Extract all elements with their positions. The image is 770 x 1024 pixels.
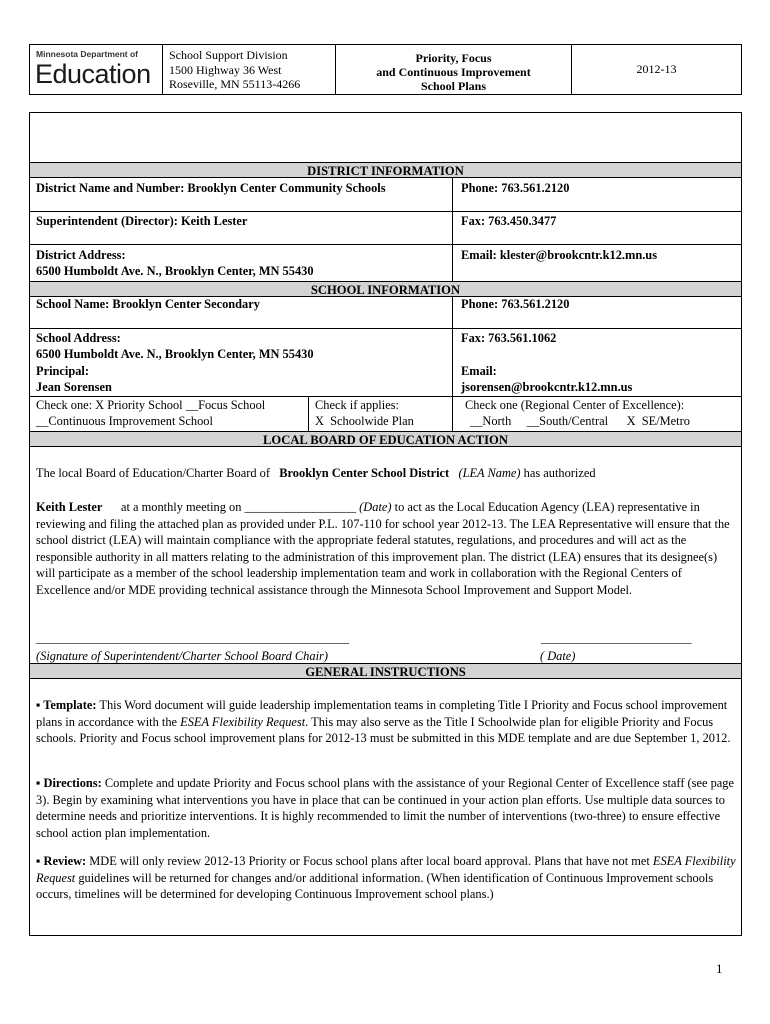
lea-name-caption: (LEA Name) (458, 466, 521, 480)
division-address (163, 45, 336, 94)
board-text: The local Board of Education/Charter Board of (36, 466, 270, 480)
lea-name: Brooklyn Center School District (279, 466, 450, 480)
check-if-applies: Check if applies: (315, 398, 399, 412)
board-resolution-paragraph (36, 499, 736, 599)
division-name: School Support Division (169, 48, 288, 62)
principal-label: Principal: (36, 364, 89, 378)
signature-date-caption: ( Date) (540, 649, 576, 663)
school-phone: Phone: 763.561.2120 (461, 297, 570, 311)
title-line-1: Priority, Focus (415, 51, 492, 65)
school-designation-line-2: __Continuous Improvement School (36, 414, 213, 428)
esea-flexibility-reference: ESEA Flexibility Request (36, 854, 736, 885)
division-city: Roseville, MN 55113-4266 (169, 77, 301, 91)
division-street: 1500 Highway 36 West (169, 62, 282, 77)
mde-logo (30, 45, 163, 94)
instruction-text: . This may also serve as the Title I Schoolwide plan for eligible Priority and Focus schools. Priority and Focus school improvement plans for 2012-13 must be submitted in this MDE template and are due September 1, 2012. (36, 714, 731, 746)
row-divider (30, 211, 741, 212)
board-authorization-line (36, 466, 596, 482)
instruction-text: MDE will only review 2012-13 Priority or Focus school plans after local board approval. Plans that have not met (86, 854, 653, 868)
superintendent: Superintendent (Director): Keith Lester (36, 214, 248, 228)
instructions-section-title: GENERAL INSTRUCTIONS (30, 663, 741, 679)
date-caption: (Date) (359, 500, 392, 514)
instruction-directions (36, 775, 736, 841)
board-resolution-body: representative in reviewing and filing the attached plan as provided under P.L. 107-110 for school year 2012-13. The LEA Representative will ensure that the school district (LEA) will maintain compliance with the appropriate federal statutes, regulations, and procedures and will act as the responsible authority in all matters relating to the administration of this improvement plan. The district (LEA) ensures that its designee(s) will participate as a member of the school leadership implementation team and work in collaboration with the Regional Centers of Excellence and/or MDE providing technical assistance through the Minnesota School Improvement and Support Model. (36, 500, 730, 597)
school-fax: Fax: 763.561.1062 (461, 331, 557, 345)
plan-form (29, 112, 742, 936)
row-divider (30, 328, 741, 329)
logo-education-text: Education (35, 59, 151, 89)
school-address-label: School Address: (36, 331, 121, 345)
principal-name: Jean Sorensen (36, 380, 112, 394)
board-section-title: LOCAL BOARD OF EDUCATION ACTION (30, 431, 741, 447)
instruction-template (36, 697, 736, 747)
column-divider (308, 396, 309, 431)
district-address: 6500 Humboldt Ave. N., Brooklyn Center, MN 55430 (36, 264, 314, 278)
document-header (29, 44, 742, 95)
title-line-2: and Continuous Improvement (376, 65, 531, 79)
title-line-3: School Plans (420, 79, 486, 93)
school-designation-line-1: Check one: X Priority School __Focus School (36, 398, 266, 412)
school-email-label: Email: (461, 364, 497, 378)
district-address-label: District Address: (36, 248, 126, 262)
instruction-text: This Word document will guide leadership implementation teams in completing Title I Priority and Focus school improvement plans in accordance with the (36, 698, 728, 729)
review-label: ▪ Review: (36, 854, 87, 868)
district-phone: Phone: 763.561.2120 (461, 181, 570, 195)
school-year: 2012-13 (636, 61, 677, 76)
regional-center-options: __North __South/Central X SE/Metro (470, 414, 690, 428)
district-fax: Fax: 763.450.3477 (461, 214, 557, 228)
directions-label: ▪ Directions: (36, 776, 102, 790)
signature-caption: (Signature of Superintendent/Charter School Board Chair) (36, 649, 328, 663)
page-number: 1 (716, 961, 723, 976)
row-divider (30, 396, 741, 397)
board-text: has authorized (523, 466, 596, 480)
document-title (336, 45, 572, 94)
signature-line: ______________________________________________________ (36, 632, 350, 645)
district-email: Email: klester@brookcntr.k12.mn.us (461, 248, 658, 262)
esea-flexibility-reference: ESEA Flexibility Request (180, 714, 306, 729)
column-divider (452, 297, 453, 431)
instruction-review (36, 853, 736, 903)
school-section-title: SCHOOL INFORMATION (30, 281, 741, 297)
school-address: 6500 Humboldt Ave. N., Brooklyn Center, MN 55430 (36, 347, 314, 361)
district-name: District Name and Number: Brooklyn Center Community Schools (36, 181, 386, 195)
signature-date-line: __________________________ (541, 632, 692, 645)
representative-name: Keith Lester (36, 500, 103, 514)
meeting-date-blank: at a monthly meeting on __________________ (121, 500, 357, 514)
logo-department-text: Minnesota Department of (36, 49, 139, 59)
district-section-title: DISTRICT INFORMATION (30, 162, 741, 178)
school-name: School Name: Brooklyn Center Secondary (36, 297, 260, 311)
instruction-text: Complete and update Priority and Focus school plans with the assistance of your Regional Center of Excellence staff (see page 3). Begin by examining what interventions you have in place that can be continued in your action plan efforts. Use multiple data sources to determine needs and prioritize interventions. It is highly recommended to limit the number of interventions (two-three) to ensure effective school action plan implementation. (36, 776, 734, 840)
school-email: jsorensen@brookcntr.k12.mn.us (461, 380, 633, 394)
regional-center-label: Check one (Regional Center of Excellence): (465, 398, 685, 412)
instruction-text: guidelines will be returned for changes and/or additional information. (When identification of Continuous Improvement schools occurs, timelines will be determined for developing Continuous Improvement school plans.) (36, 870, 714, 902)
template-label: ▪ Template: (36, 698, 97, 712)
row-divider (30, 244, 741, 245)
board-text: to act as the Local Education Agency (LEA) (394, 500, 615, 514)
schoolwide-plan-check: X Schoolwide Plan (315, 414, 414, 428)
column-divider (452, 178, 453, 282)
